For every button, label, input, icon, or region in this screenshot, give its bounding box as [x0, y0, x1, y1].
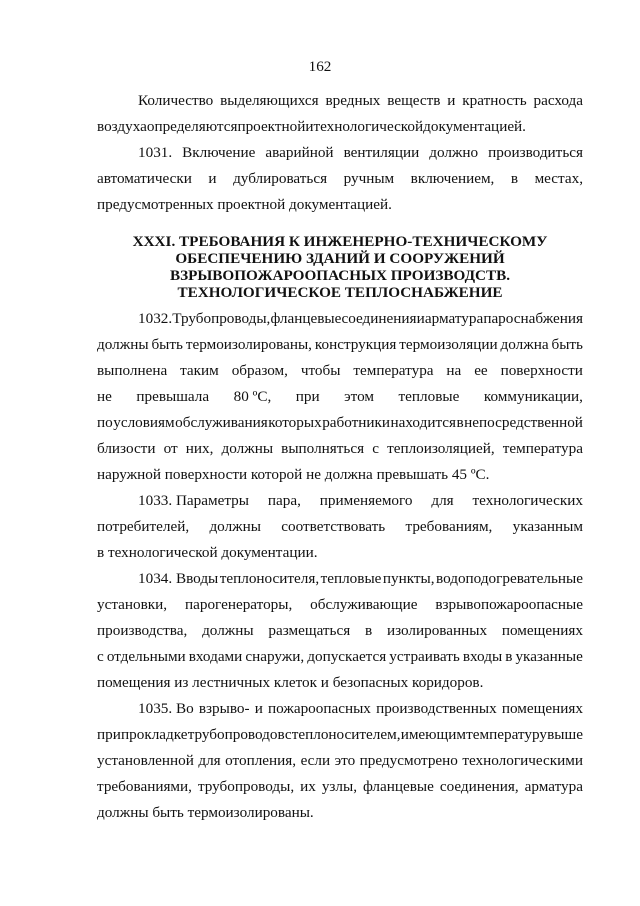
word: ручным [343, 170, 395, 187]
clause-1034-line [97, 674, 541, 692]
word: находится [390, 414, 456, 431]
word: их [300, 778, 316, 795]
word: указанные [515, 648, 583, 665]
word: взрывопожароопасные [435, 596, 583, 613]
word: условиям [113, 414, 175, 431]
word: трубопроводы, [197, 778, 295, 795]
word: помещениях [501, 700, 583, 717]
word: соединения, [439, 778, 519, 795]
word: пароснабжения [483, 310, 583, 327]
word: кратность [462, 92, 527, 109]
word: Количество [138, 92, 214, 109]
clause-1035-line [97, 752, 583, 770]
word: пункты, [382, 570, 435, 587]
word: должны [221, 440, 274, 457]
word: поверхности [500, 362, 583, 379]
word: взрыво- [198, 700, 250, 717]
section-heading-line: ТЕХНОЛОГИЧЕСКОЕ ТЕПЛОСНАБЖЕНИЕ [177, 284, 503, 301]
word: потребителей, [97, 518, 190, 535]
word: имеющим [400, 726, 466, 743]
word: местах, [534, 170, 583, 187]
word: при [97, 726, 121, 743]
clause-1035-line [97, 726, 583, 744]
clause-1031-line [138, 144, 583, 162]
word: аварийной [265, 144, 334, 161]
word: температуру [466, 726, 547, 743]
word: образом, [231, 362, 288, 379]
word: воздуха [97, 118, 147, 135]
word: теплоносителя, [219, 570, 320, 587]
word: установленной [97, 752, 194, 769]
word: чтобы [300, 362, 341, 379]
word: быть [551, 336, 583, 353]
word: и [416, 310, 425, 327]
word: температура [353, 362, 434, 379]
word: с [284, 726, 292, 743]
clause-1032-line [138, 310, 583, 328]
clause-1035-line [138, 700, 583, 718]
paragraph-line [138, 92, 583, 110]
clause-1035-line [97, 778, 583, 796]
page-number: 162 [308, 58, 332, 75]
word: с [372, 440, 379, 457]
word: с [97, 648, 104, 665]
word: от [163, 440, 178, 457]
clause-1032-line [97, 440, 583, 458]
clause-1032-line [97, 414, 583, 432]
word: трубопроводов [187, 726, 285, 743]
word: обслуживающие [310, 596, 418, 613]
word: требованиями, [97, 778, 192, 795]
clause-1031-line [97, 196, 541, 214]
word: по [97, 414, 113, 431]
word: автоматически [97, 170, 192, 187]
clause-1033-line [97, 544, 541, 562]
word: быть [151, 336, 183, 353]
clause-1032-line [97, 336, 583, 354]
word: указанным [512, 518, 583, 535]
word: должны [202, 622, 254, 639]
clause-1033-line [138, 492, 583, 510]
word: для [198, 752, 221, 769]
word: на [446, 362, 462, 379]
word: термоизоляции [399, 336, 498, 353]
word: коммуникации, [483, 388, 583, 405]
line-text: наружной поверхности которой не должна превышать 45 ºС. [97, 466, 490, 483]
word: в [456, 414, 464, 431]
word: пара, [267, 492, 301, 509]
word: в [505, 648, 513, 665]
word: ее [474, 362, 488, 379]
section-heading-line: XXXI. ТРЕБОВАНИЯ К ИНЖЕНЕРНО-ТЕХНИЧЕСКОМУ [132, 233, 548, 250]
word: вредных [325, 92, 381, 109]
word: конструкция [314, 336, 397, 353]
word: производиться [488, 144, 583, 161]
clause-1032-line [97, 362, 583, 380]
word: Трубопроводы, [172, 310, 271, 327]
word: них, [185, 440, 214, 457]
word: проектной [237, 118, 306, 135]
word: теплоизоляцией, [387, 440, 495, 457]
clause-1034-line [97, 596, 583, 614]
word: отопления, [225, 752, 297, 769]
word: тепловые [398, 388, 460, 405]
word: в [510, 170, 519, 187]
word: непосредственной [464, 414, 583, 431]
word: должно [429, 144, 479, 161]
word: вентиляции [343, 144, 420, 161]
word: помещениях [501, 622, 583, 639]
word: это [334, 752, 356, 769]
word: производства, [97, 622, 188, 639]
word: входы [462, 648, 503, 665]
word: близости [97, 440, 156, 457]
clause-1032-line [97, 388, 583, 406]
clause-1034-line [97, 622, 583, 640]
line-text: должны быть термоизолированы. [97, 804, 314, 821]
word: 1031. [138, 144, 173, 161]
word: арматура [524, 778, 583, 795]
word: этом [344, 388, 375, 405]
word: выполняться [281, 440, 365, 457]
word: пожароопасных [268, 700, 371, 717]
word: арматура [424, 310, 484, 327]
word: соответствовать [281, 518, 386, 535]
clause-1035-line [97, 804, 541, 822]
word: превышала [136, 388, 210, 405]
word: отдельными [106, 648, 186, 665]
word: допускается [307, 648, 387, 665]
word: выше [547, 726, 583, 743]
word: должны [209, 518, 261, 535]
clause-1031-line [97, 170, 583, 188]
word: и [208, 170, 217, 187]
word: требованиям, [405, 518, 493, 535]
word: для [431, 492, 454, 509]
word: и [254, 700, 263, 717]
word: если [300, 752, 331, 769]
word: водоподогревательные [436, 570, 583, 587]
word: Включение [182, 144, 256, 161]
word: технологическими [462, 752, 583, 769]
word: в [365, 622, 373, 639]
word: производственных [376, 700, 497, 717]
word: предусмотрено [359, 752, 458, 769]
word: температура [502, 440, 583, 457]
word: фланцевые [270, 310, 342, 327]
word: 1035. Во [138, 700, 194, 717]
section-heading-line: ВЗРЫВОПОЖАРООПАСНЫХ ПРОИЗВОДСТВ. [169, 267, 511, 284]
word: работники [322, 414, 391, 431]
clause-1034-line [97, 648, 583, 666]
word: таким [180, 362, 219, 379]
word: фланцевые [362, 778, 434, 795]
clause-1034-line [138, 570, 583, 588]
word: соединения [341, 310, 417, 327]
word: прокладке [121, 726, 188, 743]
word: парогенераторы, [185, 596, 293, 613]
line-text: предусмотренных проектной документацией. [97, 196, 392, 213]
word: применяемого [319, 492, 413, 509]
word: должна [500, 336, 549, 353]
word: выделяющихся [220, 92, 319, 109]
word: снаружи, [245, 648, 305, 665]
word: 1033. Параметры [138, 492, 249, 509]
word: технологических [472, 492, 583, 509]
word: размещаться [268, 622, 351, 639]
clause-1032-line [97, 466, 541, 484]
word: тепловые [320, 570, 382, 587]
section-heading-line: ОБЕСПЕЧЕНИЮ ЗДАНИЙ И СООРУЖЕНИЙ [175, 250, 505, 267]
word: изолированных [386, 622, 488, 639]
word: документацией. [423, 118, 526, 135]
word: теплоносителем, [291, 726, 401, 743]
line-text: помещения из лестничных клеток и безопасных коридоров. [97, 674, 484, 691]
word: обслуживания [175, 414, 268, 431]
word: входами [188, 648, 243, 665]
word: узлы, [321, 778, 357, 795]
word: установки, [97, 596, 168, 613]
word: и [305, 118, 314, 135]
word: которых [268, 414, 322, 431]
word: расхода [533, 92, 583, 109]
word: дублироваться [233, 170, 328, 187]
word: устраивать [389, 648, 460, 665]
word: веществ [387, 92, 441, 109]
word: определяются [146, 118, 238, 135]
word: и [447, 92, 456, 109]
word: 80 ºС, [233, 388, 272, 405]
word: термоизолированы, [185, 336, 312, 353]
word: включением, [410, 170, 495, 187]
word: при [295, 388, 320, 405]
word: не [97, 388, 112, 405]
word: 1034. Вводы [138, 570, 219, 587]
word: выполнена [97, 362, 168, 379]
clause-1033-line [97, 518, 583, 536]
word: должны [97, 336, 149, 353]
word: 1032. [138, 310, 173, 327]
paragraph-line [97, 118, 526, 136]
word: технологической [313, 118, 424, 135]
line-text: в технологической документации. [97, 544, 318, 561]
